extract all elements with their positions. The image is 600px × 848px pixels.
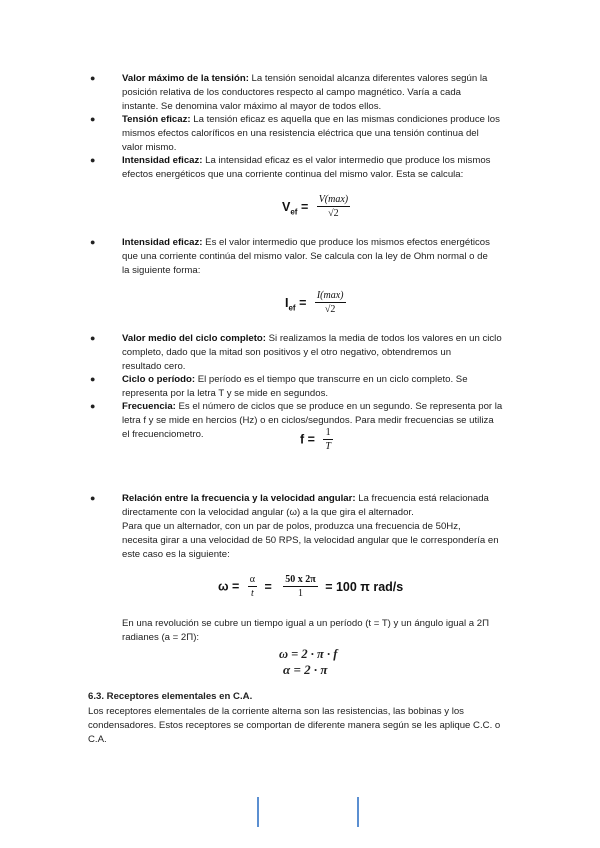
formula-alpha: α = 2 · π xyxy=(283,662,328,677)
bullet-term: Intensidad eficaz: xyxy=(122,237,203,248)
bullet-line: necesita girar a una velocidad de 50 RPS, la velocidad angular que le correspondería en xyxy=(122,534,499,546)
bullet-dot: ● xyxy=(90,237,96,247)
bullet-line: posición relativa de los conductores respecto al campo magnético. Varía a cada xyxy=(122,86,461,98)
formula-omega: ω = 2 · π · f xyxy=(279,647,338,661)
paragraph-line: radianes (a = 2Π): xyxy=(122,631,200,643)
paragraph-line: C.A. xyxy=(88,733,107,745)
bullet-dot: ● xyxy=(90,493,96,503)
bullet-term: Valor medio del ciclo completo: xyxy=(122,333,266,344)
bullet-dot: ● xyxy=(90,155,96,165)
revolution-paragraph xyxy=(122,617,522,645)
bullet-dot: ● xyxy=(90,333,96,343)
bullet-line: el frecuenciometro. xyxy=(122,428,204,440)
bullet-line: mismos efectos caloríficos en una resistencia eléctrica que una tensión continua del xyxy=(122,127,479,139)
eq-numerator: I(max) xyxy=(316,290,344,301)
eq-denominator: T xyxy=(325,441,331,452)
eq-denominator: t xyxy=(251,588,254,599)
paragraph-line: Los receptores elementales de la corriente alterna son las resistencias, las bobinas y los xyxy=(88,706,464,717)
bullet-line: que una corriente continúa del mismo valor. Se calcula con la ley de Ohm normal o de xyxy=(122,250,488,262)
bullet-line: letra f y se mide en hercios (Hz) o en ciclos/segundos. Para medir frecuencias se utiliza xyxy=(122,414,494,426)
bullet-line: Para que un alternador, con un par de polos, produzca una frecuencia de 50Hz, xyxy=(122,520,461,532)
bullet-line: resultado cero. xyxy=(122,360,186,372)
eq-equals: = xyxy=(295,295,307,310)
bullet-line: completo, dado que la mitad son positivos y el otro negativo, obtendremos un xyxy=(122,346,452,358)
footer-divider-right xyxy=(357,797,359,827)
bullet-dot: ● xyxy=(90,401,96,411)
bullet-line: La tensión senoidal alcanza diferentes valores según la xyxy=(248,73,488,84)
bullet-line: instante. Se denomina valor máximo al mayor de todos ellos. xyxy=(122,100,382,112)
eq-numerator: 50 x 2π xyxy=(285,574,316,585)
eq-subscript: ef xyxy=(288,303,296,313)
bullet-line: representa por la letra T y se mide en segundos. xyxy=(122,387,329,399)
eq-equals: = xyxy=(264,579,272,594)
bullet-line: Es el número de ciclos que se produce en un segundo. Se representa por la xyxy=(175,401,503,412)
eq-numerator: α xyxy=(249,574,256,585)
eq-denominator: √2 xyxy=(324,304,336,315)
bullet-dot: ● xyxy=(90,73,96,83)
eq-equals: = xyxy=(297,199,309,214)
bullet-line: efectos energéticos que una corriente continua del mismo valor. Esta se calcula: xyxy=(122,168,464,180)
bullet-line: El período es el tiempo que transcurre en un ciclo completo. Se xyxy=(195,374,468,385)
equation-frequency xyxy=(300,426,333,453)
eq-result: = 100 π rad/s xyxy=(325,579,404,594)
bullet-term: Ciclo o período: xyxy=(122,374,196,385)
eq-denominator: √2 xyxy=(328,208,339,219)
eq-numerator: 1 xyxy=(323,426,333,440)
bullet-line: La tensión eficaz es aquella que en las mismas condiciones produce los xyxy=(190,114,500,125)
bullet-dot: ● xyxy=(90,374,96,384)
bullet-term: Relación entre la frecuencia y la velocidad angular: xyxy=(122,493,356,504)
bullet-line: La intensidad eficaz es el valor intermedio que produce los mismos xyxy=(202,155,491,166)
bullet-term: Frecuencia: xyxy=(122,401,176,412)
section-paragraph xyxy=(88,705,528,747)
bullet-line: Es el valor intermedio que produce los mismos efectos energéticos xyxy=(202,237,490,248)
eq-subscript: ef xyxy=(290,207,298,217)
bullet-line: valor mismo. xyxy=(122,141,177,153)
footer-divider-left xyxy=(257,797,259,827)
bullet-term: Tensión eficaz: xyxy=(122,114,191,125)
paragraph-line: condensadores. Estos receptores se comportan de diferente manera según se les aplique C.C. o xyxy=(88,719,501,731)
eq-denominator: 1 xyxy=(298,588,303,599)
bullet-line: la siguiente forma: xyxy=(122,264,201,276)
equation-omega xyxy=(218,573,403,600)
equation-vef xyxy=(282,193,350,220)
equation-ief xyxy=(285,289,346,316)
eq-lhs: f = xyxy=(300,432,315,447)
paragraph-line: En una revolución se cubre un tiempo igual a un período (t = T) y un ángulo igual a 2Π xyxy=(122,618,490,629)
section-heading: 6.3. Receptores elementales en C.A. xyxy=(88,691,253,702)
bullet-line: Si realizamos la media de todos los valores en un ciclo xyxy=(265,333,502,344)
bullet-line: La frecuencia está relacionada xyxy=(355,493,489,504)
eq-numerator: V(max) xyxy=(318,194,349,205)
bullet-line: directamente con la velocidad angular (ω) a la que gira el alternador. xyxy=(122,506,414,518)
eq-lhs: I xyxy=(285,295,289,310)
eq-lhs: ω = xyxy=(218,579,240,594)
bullet-term: Valor máximo de la tensión: xyxy=(122,73,249,84)
eq-lhs: V xyxy=(282,199,291,214)
bullet-term: Intensidad eficaz: xyxy=(122,155,203,166)
bullet-dot: ● xyxy=(90,114,96,124)
bullet-line: este caso es la siguiente: xyxy=(122,548,230,560)
